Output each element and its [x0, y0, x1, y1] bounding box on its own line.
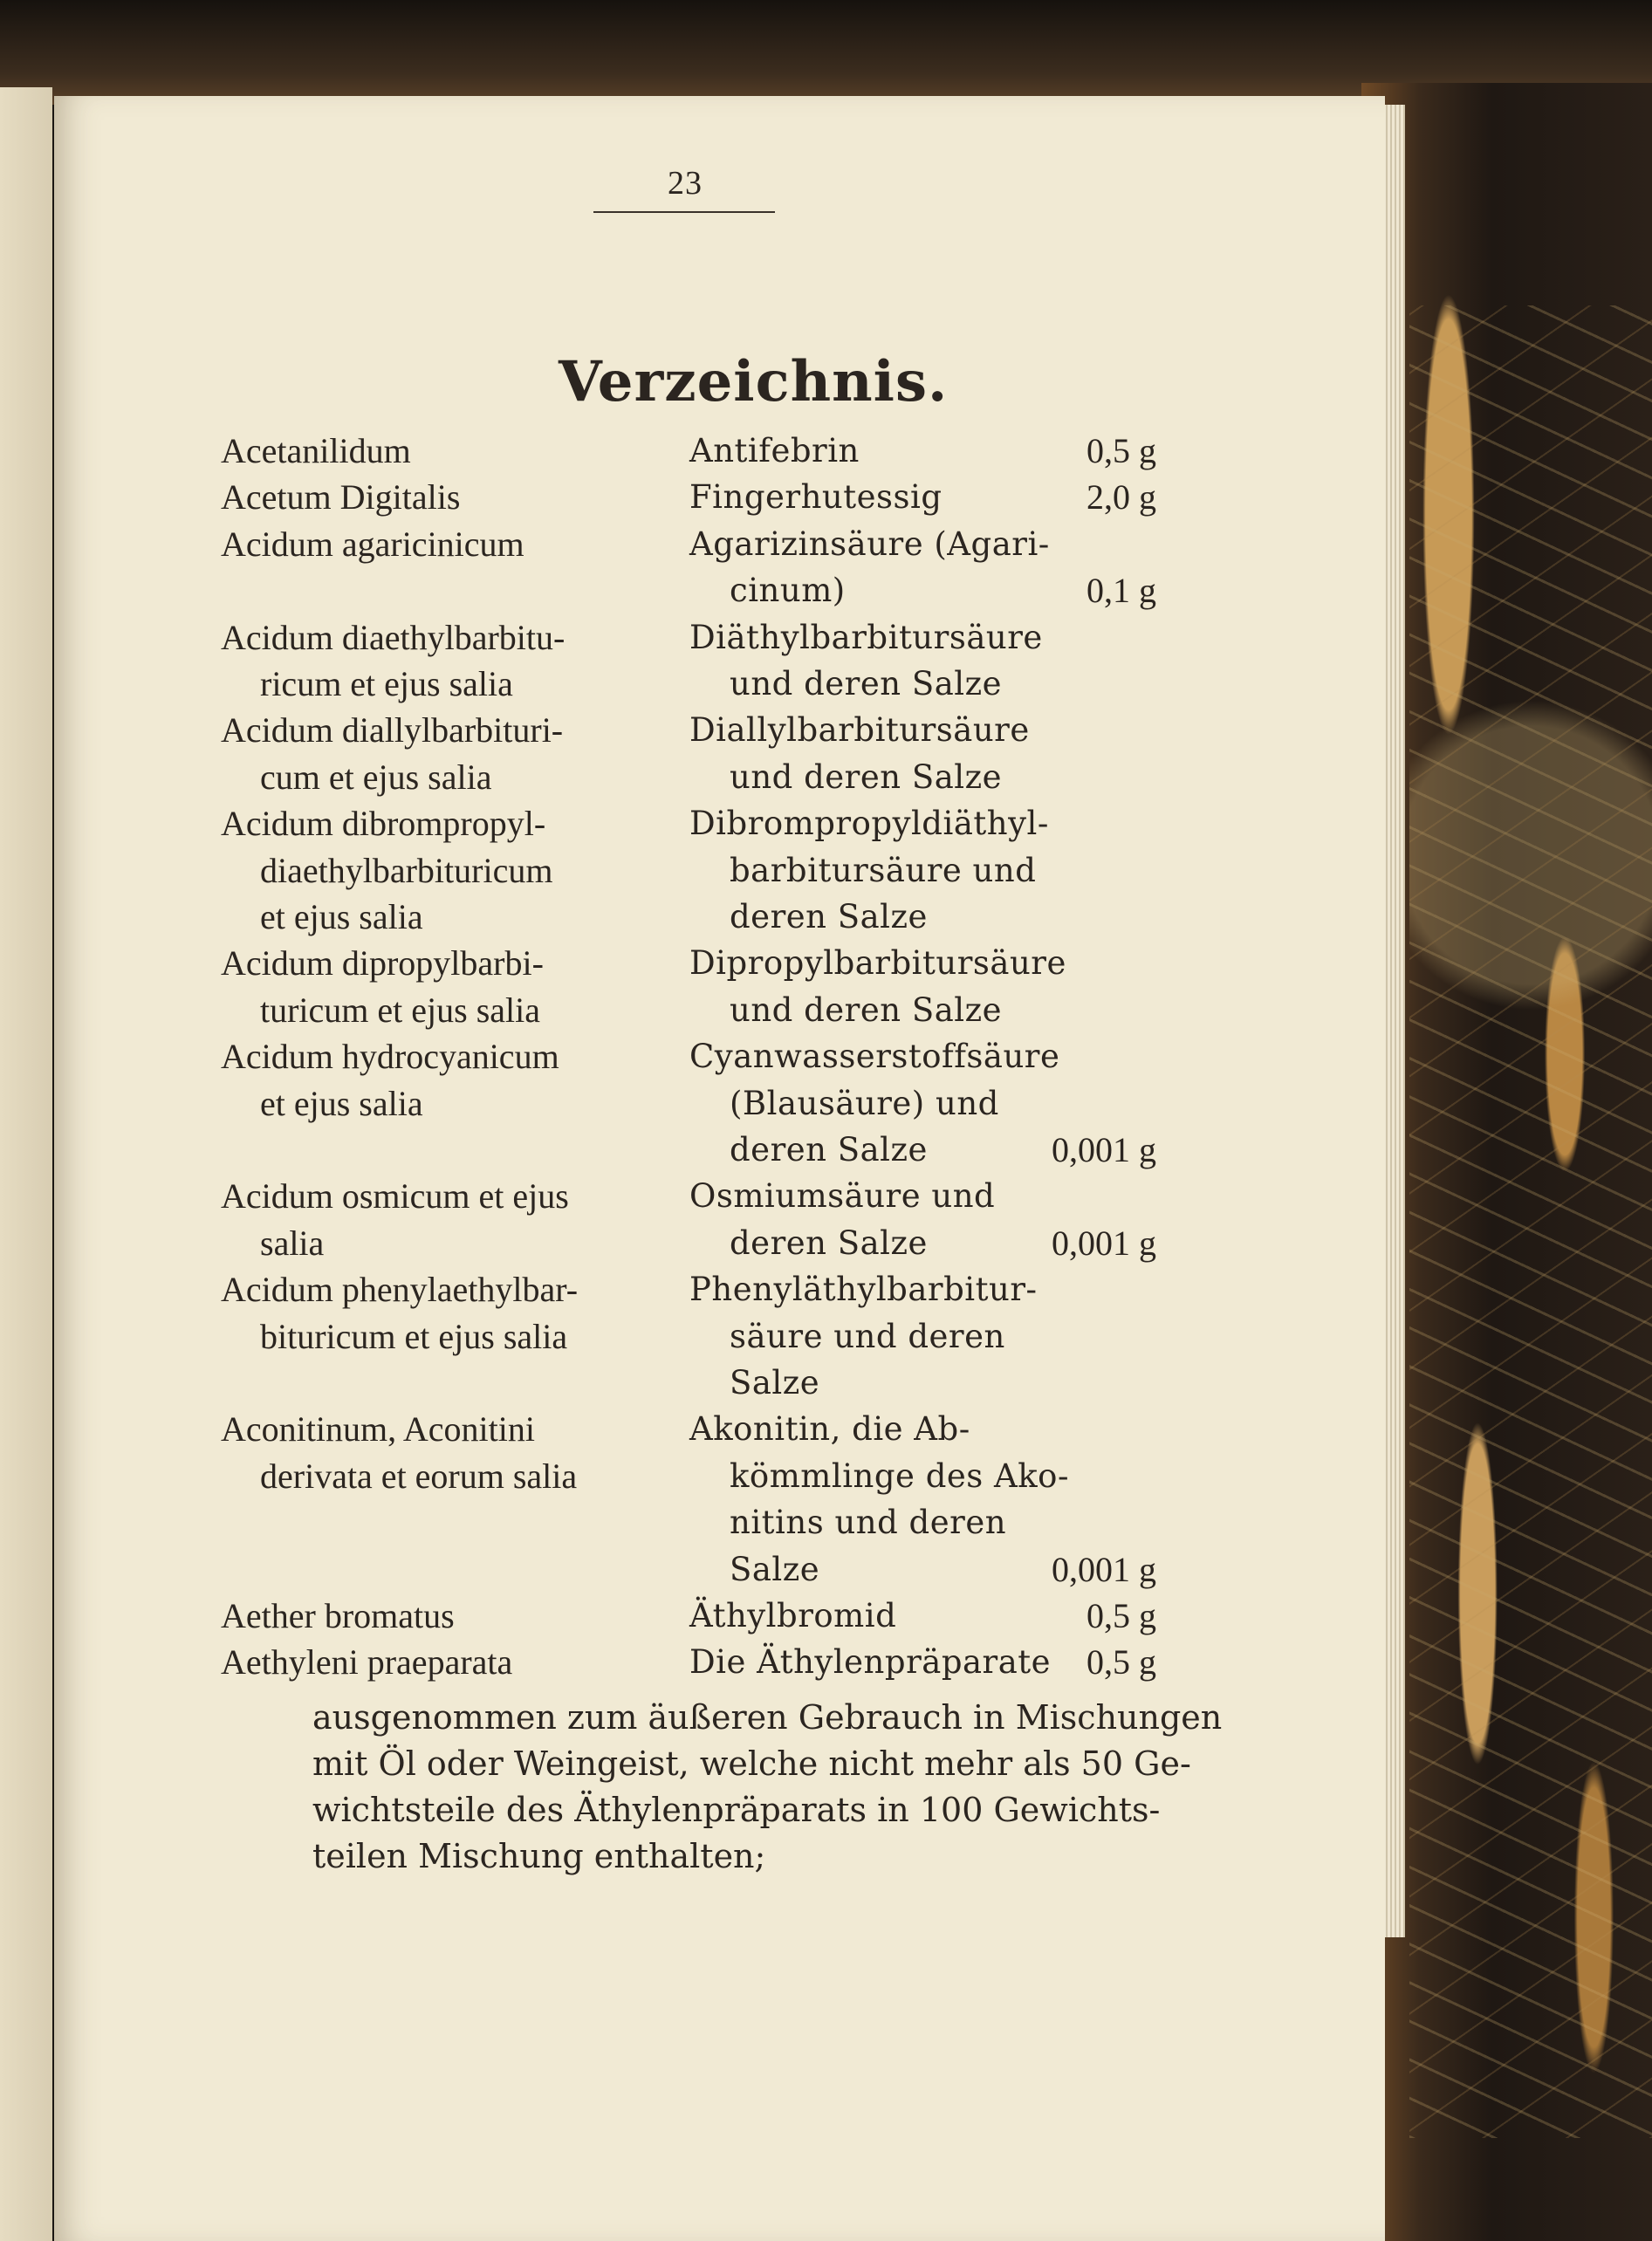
latin-name-line: et ejus salia: [260, 897, 423, 936]
latin-name-line: Acidum dipropylbarbi-: [221, 943, 544, 983]
latin-name-line: salia: [260, 1223, 325, 1263]
latin-name-line: Acidum dibrompropyl-: [221, 804, 546, 844]
page-title: Verzeichnis.: [559, 349, 949, 415]
max-dose: 0,001 g: [1052, 1223, 1156, 1263]
german-name-line: und deren Salze: [730, 990, 1002, 1029]
german-name-line: Agarizinsäure (Agari-: [689, 524, 1050, 563]
german-name-line: Salze: [730, 1550, 820, 1588]
german-name-line: Äthylbromid: [689, 1597, 897, 1634]
german-name-line: nitins und deren: [730, 1504, 1007, 1542]
german-name-line: Dipropylbarbitursäure: [689, 944, 1066, 983]
latin-name-line: Aethyleni praeparata: [221, 1642, 513, 1682]
german-name-line: Salze: [730, 1364, 820, 1401]
german-name-line: Cyanwasserstoffsäure: [689, 1038, 1060, 1076]
german-name-line: deren Salze: [730, 1223, 928, 1262]
page-number: 23: [668, 165, 703, 202]
german-name-line: säure und deren: [730, 1317, 1005, 1355]
latin-name-line: diaethylbarbituricum: [260, 850, 553, 890]
note-line: mit Öl oder Weingeist, welche nicht mehr als 50 Ge-: [312, 1744, 1191, 1783]
german-name-line: Phenyläthylbarbitur-: [689, 1271, 1038, 1309]
german-name-line: Osmiumsäure und: [689, 1177, 996, 1216]
latin-name-line: Acidum phenylaethylbar-: [221, 1270, 579, 1310]
latin-name-line: Acidum hydrocyanicum: [221, 1037, 559, 1077]
german-name-line: und deren Salze: [730, 757, 1002, 796]
max-dose: 0,001 g: [1052, 1549, 1156, 1589]
german-name-line: Dibrompropyldiäthyl-: [689, 805, 1049, 843]
facing-page-edge: [0, 87, 52, 2241]
header-rule: [593, 211, 775, 213]
latin-name-line: Acidum agaricinicum: [221, 524, 524, 564]
latin-name-line: Acidum osmicum et ejus: [221, 1176, 569, 1216]
latin-name-line: Acetanilidum: [221, 431, 411, 470]
max-dose: 0,1 g: [1086, 571, 1156, 611]
marbled-cover: [1409, 305, 1652, 2138]
max-dose: 0,5 g: [1086, 1596, 1156, 1635]
german-name-line: kömmlinge des Ako-: [730, 1456, 1069, 1495]
german-name-line: barbitursäure und: [730, 851, 1037, 889]
latin-name-line: Aconitinum, Aconitini: [221, 1409, 535, 1449]
latin-name-line: cum et ejus salia: [260, 757, 492, 797]
german-name-line: Akonitin, die Ab-: [689, 1410, 970, 1449]
max-dose: 0,5 g: [1086, 1642, 1156, 1682]
latin-name-line: et ejus salia: [260, 1083, 423, 1123]
german-name-line: deren Salze: [730, 898, 928, 935]
latin-name-line: Aether bromatus: [221, 1596, 455, 1635]
latin-name-line: turicum et ejus salia: [260, 990, 541, 1030]
german-name-line: (Blausäure) und: [730, 1084, 999, 1122]
note-line: ausgenommen zum äußeren Gebrauch in Mischungen: [312, 1697, 1223, 1737]
book-page: [54, 96, 1385, 2241]
latin-name-line: derivata et eorum salia: [260, 1456, 578, 1496]
latin-name-line: Acidum diaethylbarbitu-: [221, 617, 566, 657]
german-name-line: Antifebrin: [689, 432, 860, 469]
german-name-line: deren Salze: [730, 1131, 928, 1168]
latin-name-line: Acidum diallylbarbituri-: [221, 710, 564, 750]
latin-name-line: bituricum et ejus salia: [260, 1316, 568, 1356]
german-name-line: cinum): [730, 572, 846, 610]
german-name-line: Die Äthylenpräparate: [689, 1643, 1052, 1682]
german-name-line: Diallylbarbitursäure: [689, 711, 1030, 750]
max-dose: 0,5 g: [1086, 431, 1156, 470]
german-name-line: und deren Salze: [730, 665, 1002, 702]
latin-name-line: Acetum Digitalis: [221, 477, 461, 517]
max-dose: 2,0 g: [1086, 477, 1156, 517]
note-line: teilen Mischung enthalten;: [312, 1836, 766, 1875]
note-line: wichtsteile des Äthylenpräparats in 100 Gewichts-: [312, 1790, 1161, 1829]
german-name-line: Diäthylbarbitursäure: [689, 618, 1043, 656]
latin-name-line: ricum et ejus salia: [260, 664, 513, 703]
german-name-line: Fingerhutessig: [689, 478, 943, 517]
max-dose: 0,001 g: [1052, 1130, 1156, 1169]
